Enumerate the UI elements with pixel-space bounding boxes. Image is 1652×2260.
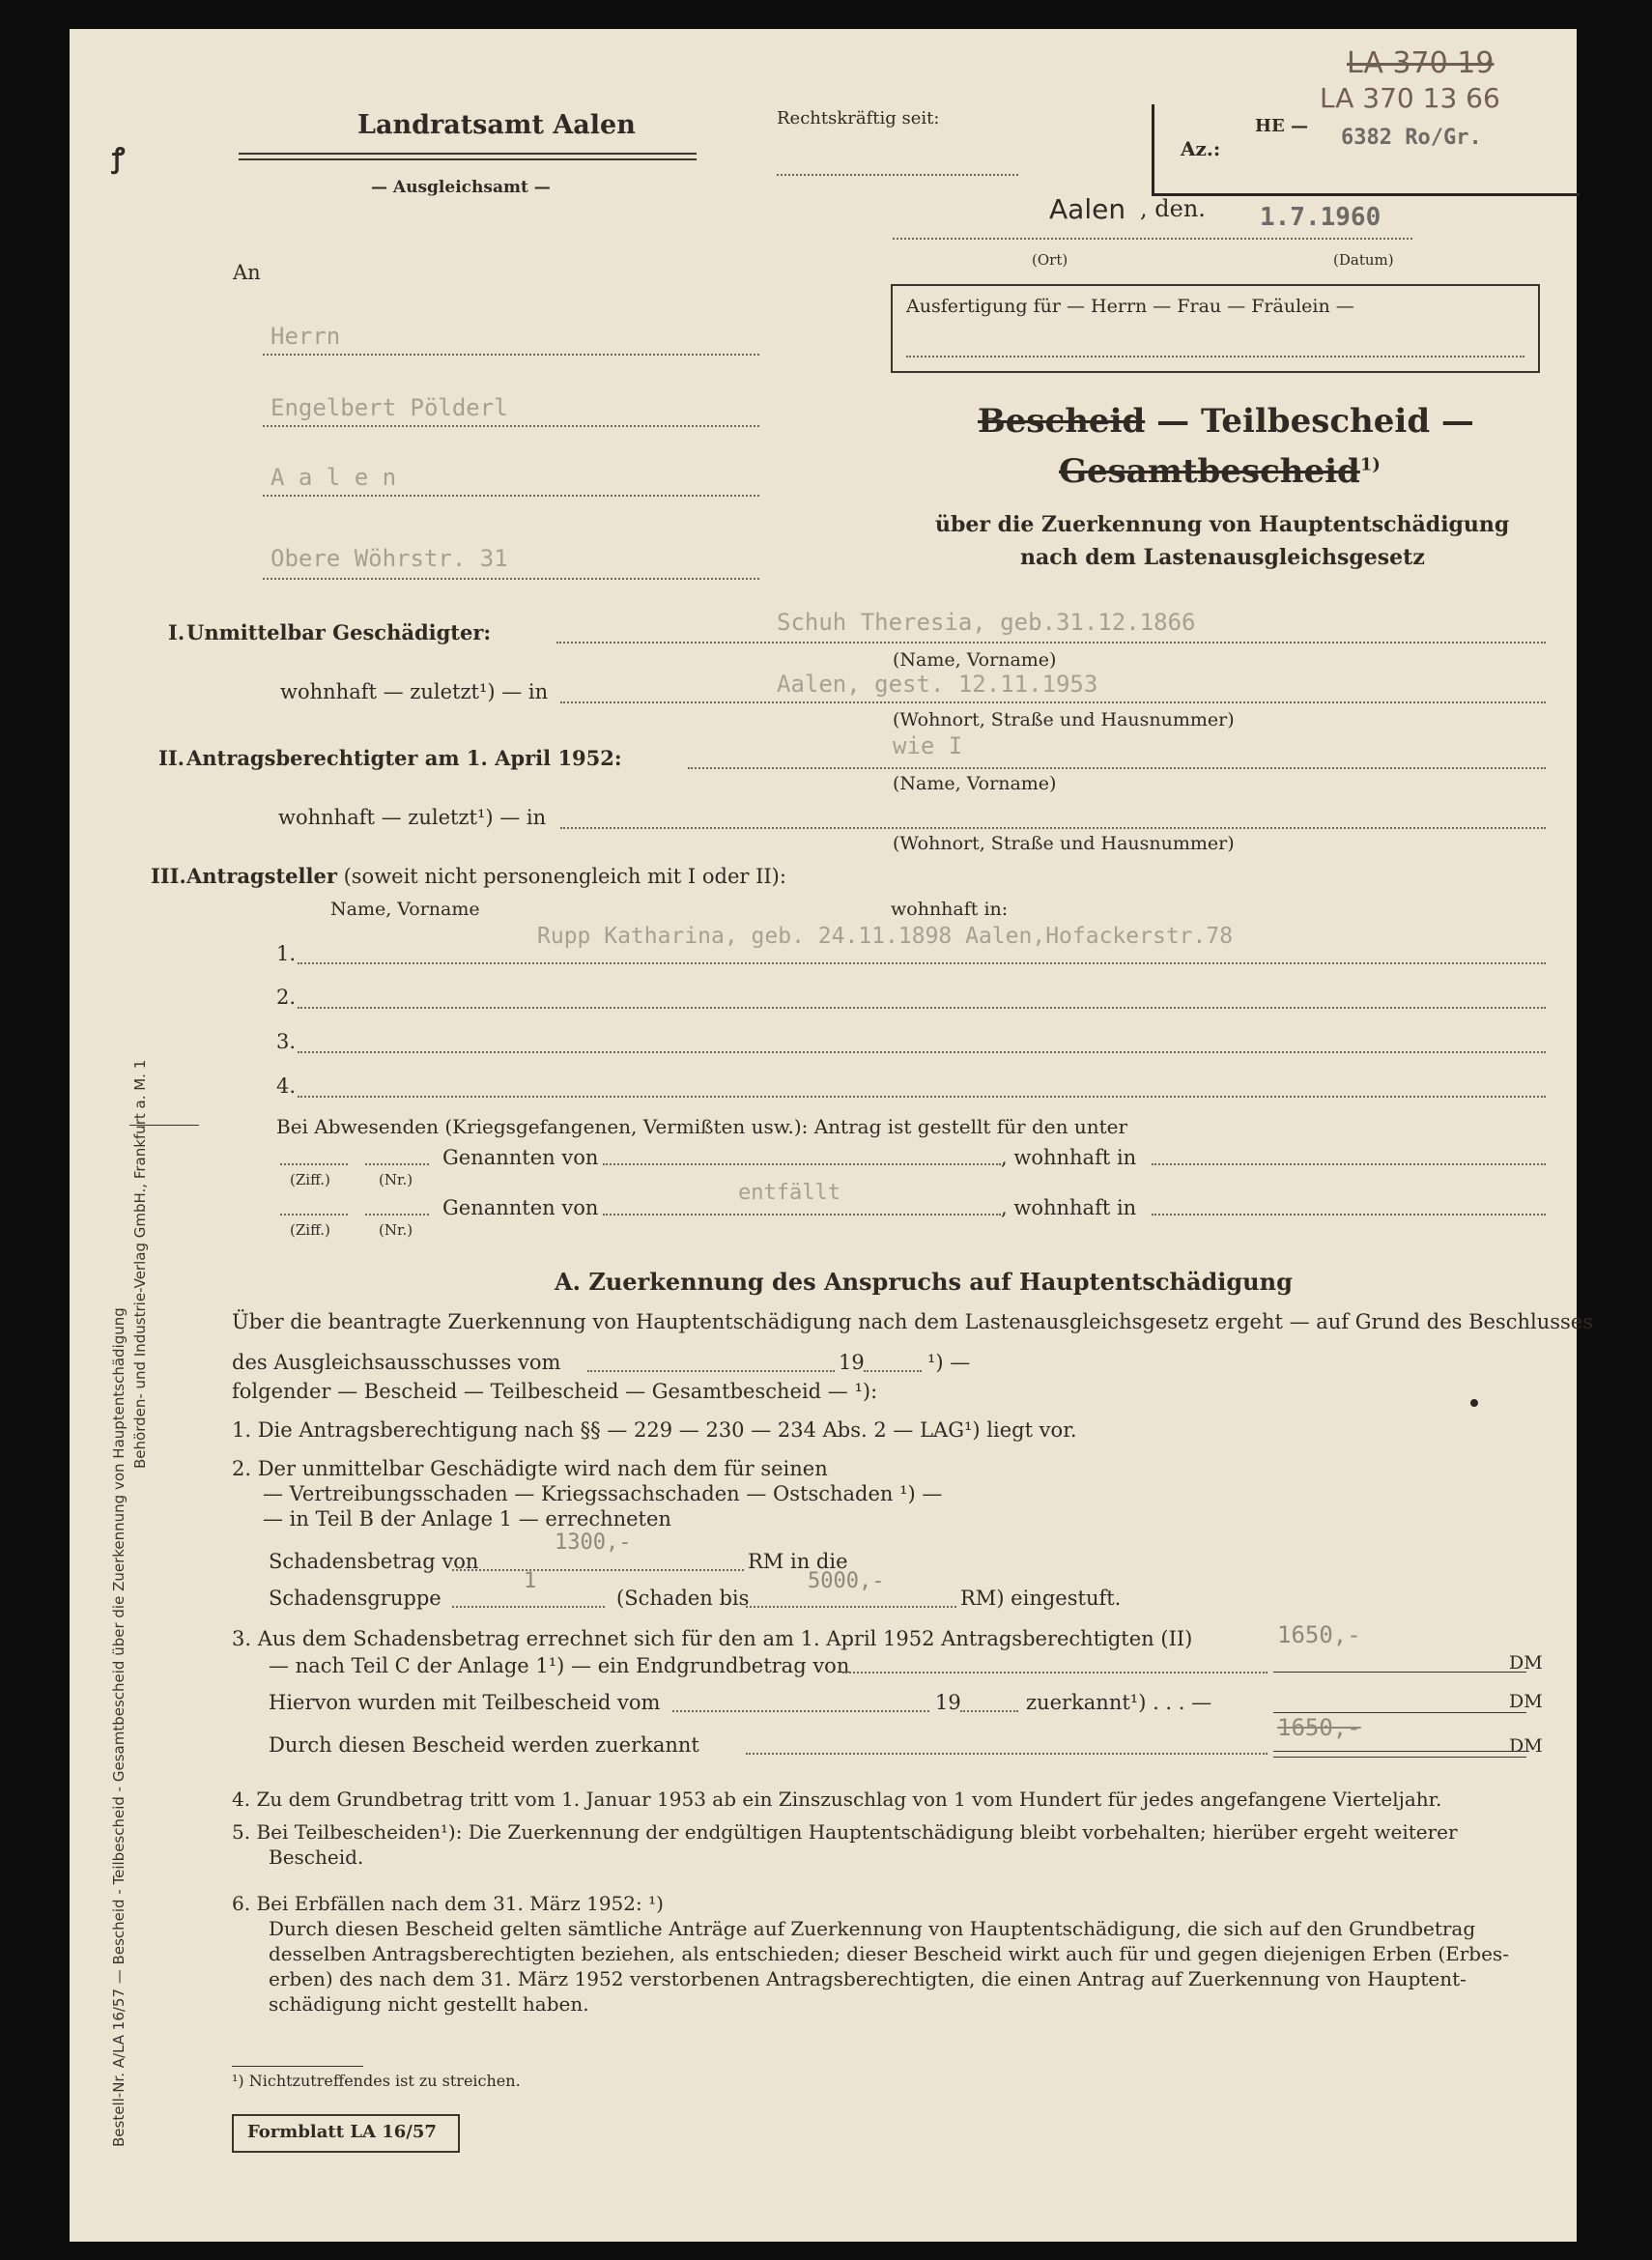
date-value: 1.7.1960 — [1260, 203, 1381, 232]
endgrundbetrag-dots — [842, 1672, 1267, 1674]
paragraph-6d: erben) des nach dem 31. März 1952 verstorbenen Antragsberechtigten, die einen Antrag auf Zuerkennung von Hauptent- — [269, 1967, 1467, 1990]
dm-label: DM — [1509, 1691, 1543, 1712]
place-name: Aalen — [1049, 193, 1126, 225]
formblatt-label: Formblatt LA 16/57 — [247, 2122, 437, 2142]
applicant-row-line — [298, 1051, 1546, 1053]
ziff-caption: (Ziff.) — [290, 1221, 330, 1239]
address-salutation: Herrn — [271, 323, 341, 350]
section-a-heading: A. Zuerkennung des Anspruchs auf Hauptentschädigung — [555, 1268, 1293, 1296]
paragraph-6b: Durch diesen Bescheid gelten sämtliche Anträge auf Zuerkennung von Hauptentschädigung, die sich auf den Grundbetrag — [269, 1917, 1476, 1940]
department-label: — Ausgleichsamt — — [371, 178, 551, 197]
section-3-number: III. — [151, 864, 186, 888]
year-19-label: 19 — [935, 1691, 961, 1714]
genannten-label: Genannten von — [442, 1146, 599, 1169]
wohnhaft-in-line — [1152, 1163, 1546, 1165]
section-1-name-line — [556, 642, 1546, 644]
title-sub-2: nach dem Lastenausgleichsgesetz — [1020, 545, 1425, 570]
applicant-row-number: 2. — [276, 986, 297, 1009]
schadensbetrag-line — [452, 1569, 744, 1571]
applicant-row-number: 3. — [276, 1030, 297, 1053]
durch-dots — [746, 1753, 1267, 1755]
footnote-rule — [232, 2066, 363, 2067]
section-2-wohnhaft-label: wohnhaft — zuletzt¹) — in — [278, 806, 547, 829]
wohnhaft-in-label: , wohnhaft in — [1001, 1196, 1137, 1219]
az-value: 6382 Ro/Gr. — [1341, 126, 1482, 150]
az-label: Az.: — [1181, 137, 1221, 160]
schadensgruppe-value: 1 — [524, 1569, 537, 1593]
date-line — [893, 238, 1412, 240]
an-label: An — [233, 261, 261, 284]
section-2-address-line — [560, 827, 1546, 829]
nr-line — [365, 1163, 429, 1165]
title-line-2 — [1059, 452, 1381, 491]
title-line-1 — [978, 402, 1474, 441]
address-line — [263, 425, 759, 427]
applicant-row-number: 1. — [276, 942, 297, 965]
rm-eingestuft-label: RM) eingestuft. — [960, 1587, 1122, 1610]
he-label: HE — — [1255, 116, 1308, 136]
address-city: A a l e n — [271, 464, 397, 491]
nr-caption: (Nr.) — [379, 1221, 413, 1239]
title-teilbescheid: — Teilbescheid — — [1145, 402, 1474, 441]
name-caption: (Name, Vorname) — [893, 649, 1057, 671]
schaden-bis-line — [746, 1606, 956, 1608]
rechtskraeftig-label: Rechtskräftig seit: — [777, 108, 940, 129]
title-footnote-mark: 1) — [1359, 454, 1381, 475]
genannten-label: Genannten von — [442, 1196, 599, 1219]
paragraph-2c: — in Teil B der Anlage 1 — errechneten — [263, 1507, 671, 1531]
zuerkannt-label: zuerkannt¹) . . . — — [1026, 1691, 1212, 1714]
section-1-name-value: Schuh Theresia, geb.31.12.1866 — [777, 609, 1196, 636]
datum-caption: (Datum) — [1333, 251, 1394, 269]
applicant-row-number: 4. — [276, 1074, 297, 1098]
abwesende-text: Bei Abwesenden (Kriegsgefangenen, Vermißten usw.): Antrag ist gestellt für den unter — [276, 1115, 1128, 1138]
hiervon-line — [1273, 1712, 1526, 1713]
document-page — [70, 29, 1593, 2242]
section-a-intro-3: folgender — Bescheid — Teilbescheid — Gesamtbescheid — ¹): — [232, 1380, 878, 1403]
column-name-caption: Name, Vorname — [330, 899, 480, 920]
office-name: Landratsamt Aalen — [357, 110, 636, 140]
schadensgruppe-label: Schadensgruppe — [269, 1587, 441, 1610]
section-1-address-value: Aalen, gest. 12.11.1953 — [777, 671, 1098, 698]
paragraph-1: 1. Die Antragsberechtigung nach §§ — 229 — 230 — 234 Abs. 2 — LAG¹) liegt vor. — [232, 1418, 1077, 1442]
punch-mark: ꝭ — [112, 142, 126, 174]
title-bescheid: Bescheid — [978, 402, 1146, 441]
nr-line — [365, 1214, 429, 1216]
applicant-row-line — [298, 962, 1546, 964]
durch-line — [1273, 1751, 1526, 1752]
ink-dot — [1470, 1399, 1478, 1407]
schaden-bis-label: (Schaden bis — [616, 1587, 750, 1610]
section-1-number: I. — [168, 620, 185, 644]
address-name: Engelbert Pölderl — [271, 394, 508, 421]
paragraph-2a: 2. Der unmittelbar Geschädigte wird nach dem für seinen — [232, 1457, 828, 1480]
address-caption: (Wohnort, Straße und Hausnummer) — [893, 709, 1235, 730]
title-gesamtbescheid: Gesamtbescheid — [1059, 452, 1360, 491]
genannten-line — [603, 1163, 1001, 1165]
genannten-line — [603, 1214, 1001, 1216]
section-a-intro-2a: des Ausgleichsausschusses vom — [232, 1351, 561, 1374]
paragraph-3a: 3. Aus dem Schadensbetrag errechnet sich für den am 1. April 1952 Antragsberechtigten (II) — [232, 1627, 1193, 1650]
durch-value: 1650,- — [1277, 1714, 1361, 1741]
section-1-wohnhaft-label: wohnhaft — zuletzt¹) — in — [280, 680, 549, 703]
beschluss-date-line — [587, 1370, 835, 1372]
section-2-name-line — [688, 767, 1546, 769]
paragraph-2b: — Vertreibungsschaden — Kriegssachschaden — Ostschaden ¹) — — [263, 1482, 943, 1505]
teilbescheid-date-line — [672, 1710, 929, 1712]
paragraph-5b: Bescheid. — [269, 1845, 364, 1869]
den-label: , den. — [1140, 195, 1206, 222]
paragraph-4: 4. Zu dem Grundbetrag tritt vom 1. Januar 1953 ab ein Zinszuschlag von 1 vom Hundert für jedes angefangene Vierteljahr. — [232, 1788, 1442, 1811]
dm-label: DM — [1509, 1652, 1543, 1674]
paragraph-6c: desselben Antragsberechtigten beziehen, als entschieden; dieser Bescheid wirkt auch für und gegen diejenigen Erben (Erbes- — [269, 1942, 1509, 1965]
rule — [239, 158, 697, 160]
section-3-label — [186, 864, 786, 888]
section-2-name-value: wie I — [893, 732, 963, 759]
durch-label: Durch diesen Bescheid werden zuerkannt — [269, 1733, 699, 1757]
address-street: Obere Wöhrstr. 31 — [271, 545, 508, 572]
schadensbetrag-value: 1300,- — [555, 1531, 632, 1555]
schadensgruppe-line — [452, 1606, 605, 1608]
ziff-line — [280, 1163, 348, 1165]
paragraph-6e: schädigung nicht gestellt haben. — [269, 1992, 589, 2016]
ort-caption: (Ort) — [1032, 251, 1068, 269]
ziff-caption: (Ziff.) — [290, 1171, 330, 1188]
section-3-label-rest: (soweit nicht personengleich mit I oder II): — [343, 865, 786, 888]
durch-line — [1273, 1757, 1526, 1758]
wohnhaft-in-line — [1152, 1214, 1546, 1216]
applicant-row-line — [298, 1007, 1546, 1009]
beschluss-year-line — [864, 1370, 922, 1372]
side-publisher-text: Behörden- und Industrie-Verlag GmbH., Frankfurt a. M. 1 — [131, 1059, 149, 1469]
rule — [239, 153, 697, 155]
address-line — [263, 495, 759, 497]
teilbescheid-year-line — [960, 1710, 1018, 1712]
entfaellt-stamp: entfällt — [738, 1181, 840, 1205]
footnote: ¹) Nichtzutreffendes ist zu streichen. — [232, 2072, 521, 2090]
address-line — [263, 354, 759, 356]
endgrundbetrag-line — [1273, 1672, 1526, 1673]
section-a-intro-1: Über die beantragte Zuerkennung von Hauptentschädigung nach dem Lastenausgleichsgesetz ergeht — auf Grund des Beschlusses — [232, 1310, 1593, 1333]
section-2-label: Antragsberechtigter am 1. April 1952: — [186, 746, 622, 770]
ziff-line — [280, 1214, 348, 1216]
schadensbetrag-label: Schadensbetrag von — [269, 1550, 479, 1573]
section-1-address-line — [560, 701, 1546, 703]
section-3-label-bold: Antragsteller — [186, 864, 337, 888]
paragraph-3b: — nach Teil C der Anlage 1¹) — ein Endgrundbetrag von — [269, 1654, 850, 1677]
name-caption: (Name, Vorname) — [893, 773, 1057, 794]
section-a-intro-2b: 19 — [839, 1351, 865, 1374]
nr-caption: (Nr.) — [379, 1171, 413, 1188]
ausfertigung-line — [906, 356, 1524, 358]
paragraph-5a: 5. Bei Teilbescheiden¹): Die Zuerkennung der endgültigen Hauptentschädigung bleibt vorbehalten; hierüber ergeht weiterer — [232, 1820, 1458, 1844]
rm-in-die-label: RM in die — [748, 1550, 848, 1573]
address-caption: (Wohnort, Straße und Hausnummer) — [893, 833, 1235, 854]
title-sub-1: über die Zuerkennung von Hauptentschädigung — [935, 512, 1510, 537]
applicant-row-value: Rupp Katharina, geb. 24.11.1898 Aalen,Hofackerstr.78 — [537, 924, 1234, 949]
dm-label: DM — [1509, 1735, 1543, 1757]
section-2-number: II. — [158, 746, 185, 770]
section-1-label: Unmittelbar Geschädigter: — [186, 620, 492, 644]
rechtskraeftig-field — [777, 174, 1018, 176]
hiervon-label: Hiervon wurden mit Teilbescheid vom — [269, 1691, 661, 1714]
column-address-caption: wohnhaft in: — [891, 899, 1009, 920]
endgrundbetrag-value: 1650,- — [1277, 1621, 1361, 1648]
section-a-intro-2c: ¹) — — [927, 1351, 971, 1374]
ausfertigung-label: Ausfertigung für — Herrn — Frau — Fräulein — — [906, 296, 1354, 317]
applicant-row-line — [298, 1096, 1546, 1098]
handwritten-note: LA 370 19 — [1347, 46, 1495, 80]
address-line — [263, 578, 759, 580]
handwritten-note: LA 370 13 66 — [1320, 82, 1500, 114]
side-order-text: Bestell-Nr. A/LA 16/57 — Bescheid - Teilbescheid - Gesamtbescheid über die Zuerkennung von Hauptentschädigung — [110, 1307, 128, 2147]
wohnhaft-in-label: , wohnhaft in — [1001, 1146, 1137, 1169]
schaden-bis-value: 5000,- — [808, 1569, 885, 1593]
paragraph-6a: 6. Bei Erbfällen nach dem 31. März 1952: ¹) — [232, 1892, 664, 1915]
